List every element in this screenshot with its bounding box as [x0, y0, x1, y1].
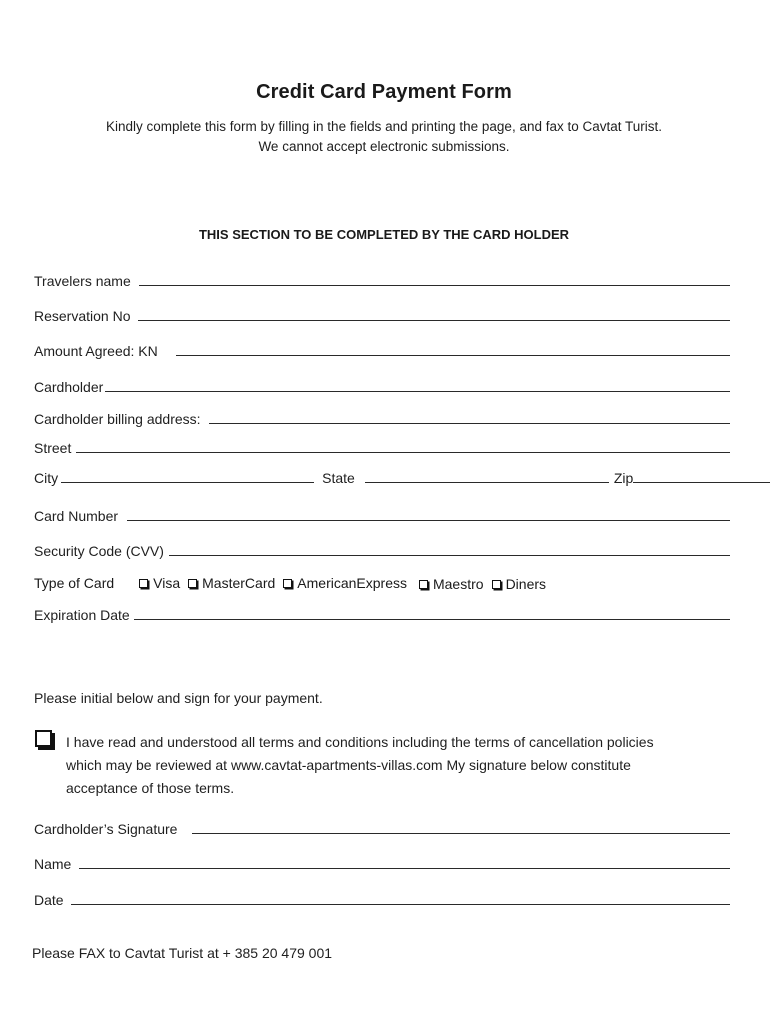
city-state-zip-row [34, 470, 730, 486]
city-field[interactable] [61, 481, 314, 483]
card-option-label: Visa [153, 575, 181, 591]
card-number-row [34, 508, 730, 524]
checkbox-icon[interactable] [492, 580, 501, 589]
card-option-label: MasterCard [202, 575, 276, 591]
section-heading: THIS SECTION TO BE COMPLETED BY THE CARD HOLDER [198, 227, 570, 242]
travelers-name-label: Travelers name [34, 273, 131, 289]
cardholder-label: Cardholder [34, 379, 104, 395]
terms-line-1: I have read and understood all terms and conditions including the terms of cancellation policies [66, 734, 654, 750]
state-label: State [322, 470, 355, 486]
terms-line-3: acceptance of those terms. [66, 780, 235, 796]
security-code-field[interactable] [169, 554, 730, 556]
street-field[interactable] [76, 451, 730, 453]
intro-line-2: We cannot accept electronic submissions. [258, 139, 510, 154]
checkbox-icon[interactable] [139, 579, 148, 588]
form-title: Credit Card Payment Form [256, 81, 512, 103]
expiration-date-row [34, 607, 730, 623]
checkbox-icon[interactable] [188, 579, 197, 588]
date-label: Date [34, 892, 64, 908]
travelers-name-field[interactable] [139, 284, 730, 286]
card-number-field[interactable] [127, 519, 730, 521]
security-code-row [34, 543, 730, 559]
terms-text [66, 731, 736, 800]
card-option-label: Maestro [432, 576, 484, 592]
signature-field[interactable] [192, 832, 730, 834]
terms-line-2: which may be reviewed at www.cavtat-apartments-villas.com My signature below constitute [66, 757, 631, 773]
city-label: City [34, 470, 59, 486]
street-label: Street [34, 440, 72, 456]
card-type-row [34, 575, 546, 591]
fax-note: Please FAX to Cavtat Turist at + 385 20 479 001 [32, 945, 333, 961]
sign-instruction: Please initial below and sign for your payment. [34, 690, 323, 706]
card-option-americanexpress[interactable] [283, 575, 407, 591]
card-option-label: Diners [505, 576, 547, 592]
card-option-maestro[interactable] [419, 576, 484, 592]
expiration-date-label: Expiration Date [34, 607, 130, 623]
name-label: Name [34, 856, 72, 872]
reservation-no-label: Reservation No [34, 308, 131, 324]
reservation-no-row [34, 308, 730, 324]
card-option-diners[interactable] [492, 576, 546, 592]
signature-label: Cardholder’s Signature [34, 821, 178, 837]
card-number-label: Card Number [34, 508, 119, 524]
billing-address-field[interactable] [209, 422, 730, 424]
amount-agreed-row [34, 343, 730, 359]
name-row [34, 856, 730, 872]
date-row [34, 892, 730, 908]
travelers-name-row [34, 273, 730, 289]
signature-row [34, 821, 730, 837]
amount-agreed-label: Amount Agreed: KN [34, 343, 158, 359]
zip-label: Zip [613, 470, 634, 486]
card-option-label: AmericanExpress [297, 575, 407, 591]
billing-address-label: Cardholder billing address: [34, 411, 201, 427]
zip-field[interactable] [633, 481, 770, 483]
reservation-no-field[interactable] [138, 319, 731, 321]
card-type-label: Type of Card [34, 575, 115, 591]
checkbox-icon[interactable] [283, 579, 292, 588]
terms-checkbox[interactable] [35, 730, 52, 747]
cardholder-field[interactable] [105, 390, 730, 392]
name-field[interactable] [79, 867, 730, 869]
date-field[interactable] [71, 903, 730, 905]
security-code-label: Security Code (CVV) [34, 543, 164, 559]
state-field[interactable] [365, 481, 609, 483]
checkbox-icon[interactable] [419, 580, 428, 589]
intro-line-1: Kindly complete this form by filling in the fields and printing the page, and fax to Cavtat Turist. [105, 119, 663, 134]
billing-address-row [34, 411, 730, 427]
street-row [34, 440, 730, 456]
amount-agreed-field[interactable] [176, 354, 730, 356]
card-option-mastercard[interactable] [188, 575, 275, 591]
expiration-date-field[interactable] [134, 618, 730, 620]
cardholder-row [34, 379, 730, 395]
card-option-visa[interactable] [139, 575, 180, 591]
